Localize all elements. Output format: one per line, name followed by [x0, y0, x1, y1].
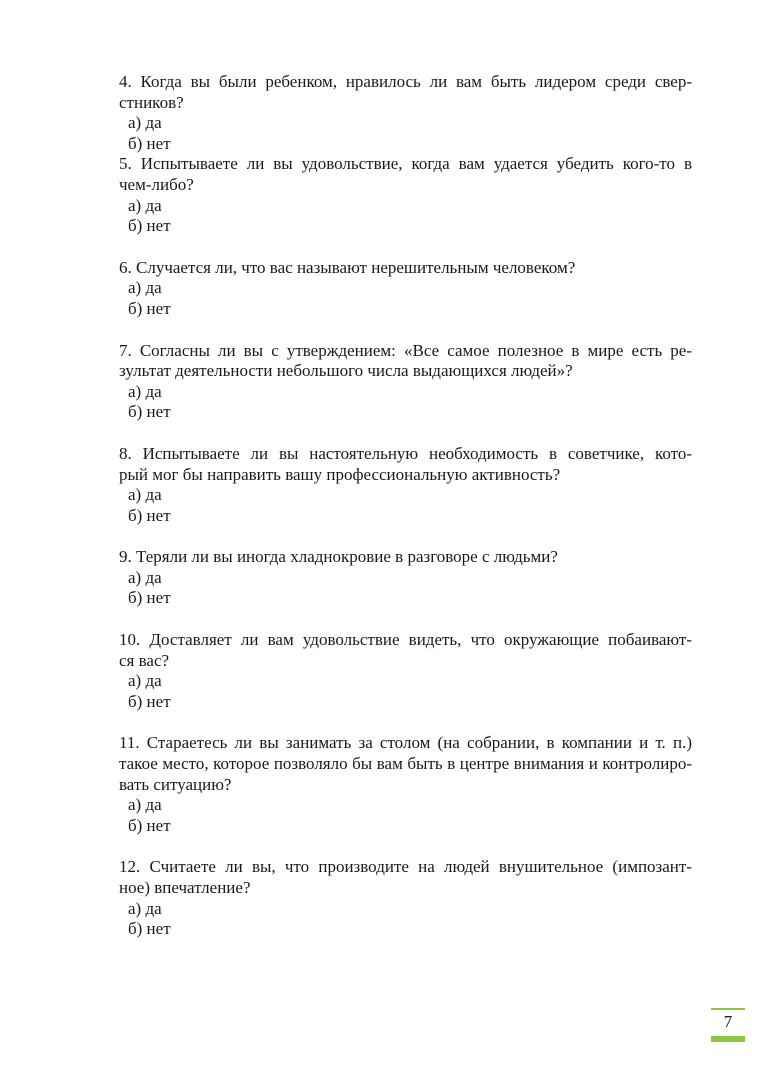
question-4	[72, 72, 692, 154]
answer-option-yes: а) да	[128, 898, 162, 918]
question-line: 4. Когда вы были ребенком, нравилось ли вам быть лидером среди свер-	[119, 72, 692, 91]
question-text	[72, 72, 692, 113]
question-line: 10. Доставляет ли вам удовольствие видеть, что окружающие побаивают-	[119, 630, 692, 650]
answer-option-yes: а) да	[128, 381, 162, 401]
page-number: 7	[723, 1012, 733, 1031]
question-text	[72, 154, 692, 195]
question-7	[72, 341, 692, 423]
question-line: стников?	[119, 92, 184, 112]
question-text	[72, 258, 692, 279]
answer-option-no: б) нет	[128, 216, 171, 236]
question-line: 12. Считаете ли вы, что производите на людей внушительное (импозант-	[119, 857, 692, 877]
answer-option-yes: а) да	[128, 195, 162, 215]
answer-option-yes: а) да	[128, 567, 162, 587]
question-line: ное) впечатление?	[119, 878, 251, 897]
page-number-badge	[711, 1008, 745, 1042]
answer-option-no: б) нет	[128, 298, 171, 318]
answer-option-no: б) нет	[128, 133, 171, 153]
answer-option-yes: а) да	[128, 795, 162, 815]
question-9	[72, 547, 692, 609]
question-line: ся вас?	[119, 650, 170, 670]
question-line: чем-либо?	[119, 174, 194, 194]
question-text	[72, 630, 692, 671]
question-10	[72, 630, 692, 712]
question-6	[72, 258, 692, 320]
question-line: вать ситуацию?	[119, 774, 232, 794]
document-body	[72, 72, 692, 940]
question-text	[72, 857, 692, 898]
question-line: 8. Испытываете ли вы настоятельную необходимость в советчике, кото-	[119, 443, 692, 463]
question-line: 9. Теряли ли вы иногда хладнокровие в разговоре с людьми?	[119, 547, 558, 567]
answer-option-no: б) нет	[128, 402, 171, 422]
question-text	[72, 444, 692, 485]
question-line: 6. Случается ли, что вас называют нерешительным человеком?	[119, 257, 576, 277]
question-text	[72, 341, 692, 382]
answer-option-no: б) нет	[128, 505, 171, 525]
question-8	[72, 444, 692, 526]
page-number-top-rule	[711, 1008, 745, 1010]
question-text	[72, 733, 692, 795]
page-number-bottom-bar	[711, 1036, 745, 1042]
question-text	[72, 547, 692, 568]
question-line: зультат деятельности небольшого числа выдающихся людей»?	[119, 361, 573, 381]
answer-option-yes: а) да	[128, 113, 162, 133]
answer-option-no: б) нет	[128, 588, 171, 608]
question-line: рый мог бы направить вашу профессиональную активность?	[119, 464, 561, 484]
answer-option-no: б) нет	[128, 815, 171, 835]
answer-option-no: б) нет	[128, 919, 171, 939]
answer-option-yes: а) да	[128, 671, 162, 691]
answer-option-yes: а) да	[128, 485, 162, 505]
question-11	[72, 733, 692, 836]
question-line: 11. Стараетесь ли вы занимать за столом (на собрании, в компании и т. п.)	[119, 733, 692, 753]
question-line: 5. Испытываете ли вы удовольствие, когда вам удается убедить кого-то в	[119, 154, 692, 174]
answer-option-no: б) нет	[128, 691, 171, 711]
answer-option-yes: а) да	[128, 278, 162, 298]
question-line: такое место, которое позволяло бы вам быть в центре внимания и контролиро-	[119, 754, 692, 774]
question-12	[72, 857, 692, 939]
question-line: 7. Согласны ли вы с утверждением: «Все самое полезное в мире есть ре-	[119, 340, 692, 360]
question-5	[72, 154, 692, 236]
